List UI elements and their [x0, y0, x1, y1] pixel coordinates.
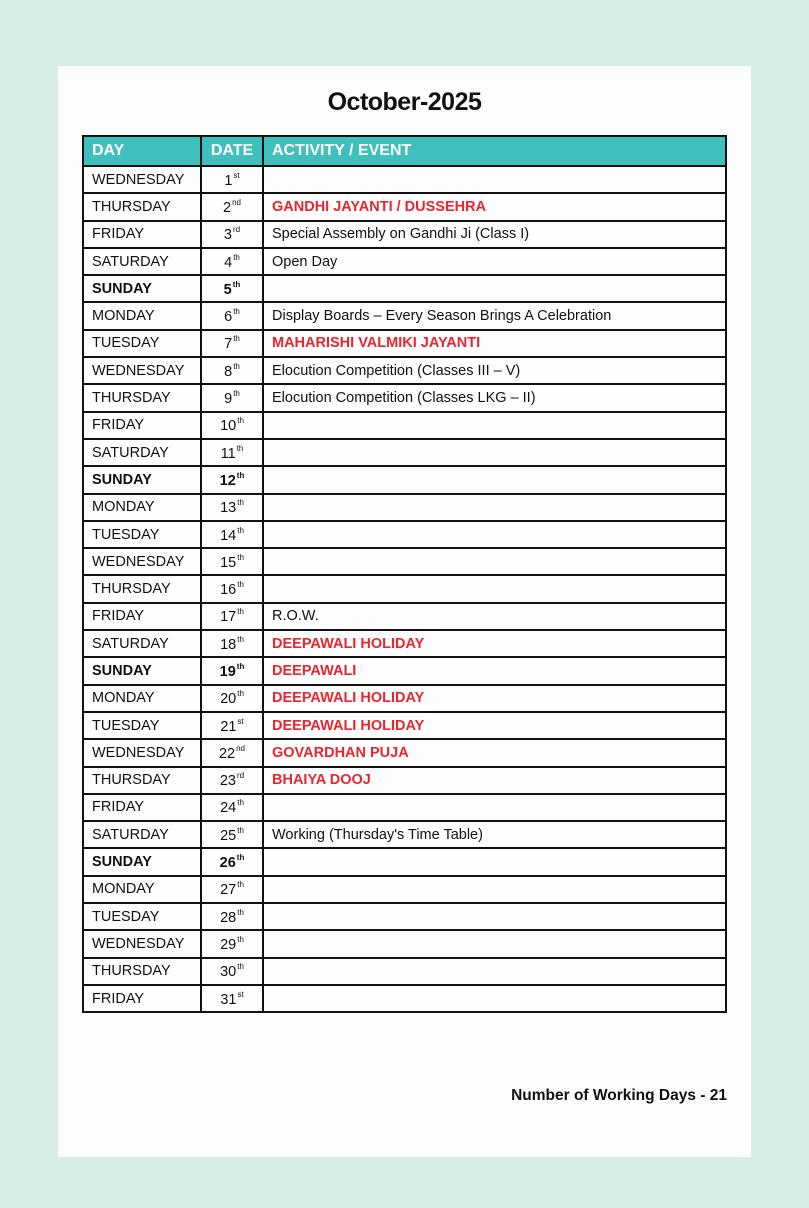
date-number: 20: [220, 691, 237, 708]
day-text: THURSDAY: [92, 390, 171, 407]
table-row: [83, 248, 726, 275]
date-suffix: th: [236, 443, 244, 453]
table-row: [83, 221, 726, 248]
event-cell: [263, 903, 726, 930]
day-text: FRIDAY: [92, 990, 145, 1007]
event-cell: Elocution Competition (Classes III – V): [263, 357, 726, 384]
date-suffix: th: [237, 498, 244, 508]
date-number: 7: [224, 336, 233, 353]
holiday-event-cell: BHAIYA DOOJ: [263, 767, 726, 794]
day-text: SUNDAY: [92, 662, 152, 679]
date-cell: [201, 466, 263, 493]
date-cell: [201, 248, 263, 275]
date-number: 21: [220, 718, 237, 735]
date-suffix: st: [237, 716, 244, 726]
date-number: 25: [220, 827, 237, 844]
day-text: TUESDAY: [92, 526, 160, 543]
day-cell: [83, 739, 201, 766]
holiday-event-cell: MAHARISHI VALMIKI JAYANTI: [263, 330, 726, 357]
date-suffix: nd: [232, 197, 241, 207]
date-cell: [201, 330, 263, 357]
date-suffix: th: [237, 934, 244, 944]
day-cell: [83, 494, 201, 521]
date-suffix: th: [237, 907, 244, 917]
event-cell: R.O.W.: [263, 603, 726, 630]
date-suffix: th: [236, 661, 245, 671]
event-cell: [263, 166, 726, 193]
date-cell: [201, 357, 263, 384]
table-row: [83, 876, 726, 903]
event-cell: Working (Thursday's Time Table): [263, 821, 726, 848]
date-number: 26: [219, 855, 236, 872]
holiday-event-cell: DEEPAWALI HOLIDAY: [263, 712, 726, 739]
date-suffix: th: [233, 252, 240, 262]
day-text: MONDAY: [92, 308, 155, 325]
date-number: 23: [219, 773, 236, 790]
table-row: [83, 193, 726, 220]
date-number: 1: [224, 172, 233, 189]
event-cell: [263, 848, 726, 875]
day-text: FRIDAY: [92, 417, 145, 434]
day-cell: [83, 193, 201, 220]
event-cell: [263, 466, 726, 493]
holiday-event-cell: DEEPAWALI HOLIDAY: [263, 630, 726, 657]
day-cell: [83, 166, 201, 193]
table-row: [83, 794, 726, 821]
day-text: TUESDAY: [92, 908, 160, 925]
date-number: 11: [220, 445, 236, 462]
date-suffix: th: [237, 416, 244, 426]
date-number: 22: [218, 745, 236, 762]
date-cell: [201, 412, 263, 439]
date-number: 6: [224, 309, 233, 326]
event-cell: [263, 575, 726, 602]
table-row: [83, 575, 726, 602]
day-text: SATURDAY: [92, 826, 169, 843]
date-number: 17: [220, 609, 237, 626]
day-text: SATURDAY: [92, 635, 169, 652]
day-cell: [83, 302, 201, 329]
date-number: 24: [220, 800, 237, 817]
date-number: 28: [220, 909, 237, 926]
calendar-table: [82, 135, 727, 1013]
date-cell: [201, 712, 263, 739]
holiday-event-cell: DEEPAWALI: [263, 657, 726, 684]
day-text: WEDNESDAY: [92, 171, 185, 188]
date-suffix: th: [237, 525, 244, 535]
date-cell: [201, 985, 263, 1012]
date-cell: [201, 794, 263, 821]
event-cell: Open Day: [263, 248, 726, 275]
date-cell: [201, 630, 263, 657]
day-cell: [83, 330, 201, 357]
date-cell: [201, 930, 263, 957]
date-cell: [201, 958, 263, 985]
day-text: WEDNESDAY: [92, 935, 185, 952]
table-row: [83, 712, 726, 739]
table-row: [83, 903, 726, 930]
table-row: [83, 848, 726, 875]
date-number: 27: [220, 882, 237, 899]
date-cell: [201, 603, 263, 630]
day-cell: [83, 630, 201, 657]
table-row: [83, 930, 726, 957]
event-cell: [263, 930, 726, 957]
date-number: 18: [220, 636, 237, 653]
event-cell: [263, 412, 726, 439]
event-cell: [263, 958, 726, 985]
date-cell: [201, 739, 263, 766]
table-row: [83, 412, 726, 439]
table-header-row: [83, 136, 726, 166]
table-row: [83, 384, 726, 411]
day-cell: [83, 384, 201, 411]
event-cell: [263, 521, 726, 548]
day-text: SUNDAY: [92, 280, 152, 297]
day-cell: [83, 248, 201, 275]
date-cell: [201, 384, 263, 411]
date-suffix: th: [233, 389, 240, 399]
day-text: FRIDAY: [92, 608, 145, 625]
calendar-page: [58, 66, 751, 1157]
date-cell: [201, 302, 263, 329]
day-text: TUESDAY: [92, 335, 160, 352]
date-suffix: th: [237, 580, 244, 590]
date-number: 8: [224, 363, 233, 380]
day-text: THURSDAY: [92, 772, 171, 789]
event-cell: [263, 494, 726, 521]
page-title: October-2025: [327, 88, 482, 116]
day-text: SUNDAY: [92, 854, 152, 871]
date-suffix: th: [232, 279, 241, 289]
day-cell: [83, 876, 201, 903]
table-row: [83, 985, 726, 1012]
date-number: 14: [220, 527, 237, 544]
date-suffix: st: [233, 170, 240, 180]
table-row: [83, 439, 726, 466]
date-suffix: th: [237, 552, 244, 562]
day-cell: [83, 821, 201, 848]
day-cell: [83, 848, 201, 875]
table-row: [83, 630, 726, 657]
date-number: 31: [220, 991, 237, 1008]
date-suffix: th: [236, 853, 245, 863]
date-number: 5: [223, 281, 232, 298]
day-cell: [83, 657, 201, 684]
date-number: 9: [224, 391, 233, 408]
table-row: [83, 767, 726, 794]
day-cell: [83, 930, 201, 957]
date-suffix: rd: [232, 225, 241, 235]
date-cell: [201, 221, 263, 248]
table-row: [83, 821, 726, 848]
date-suffix: rd: [237, 771, 245, 781]
day-text: MONDAY: [92, 881, 155, 898]
day-cell: [83, 357, 201, 384]
table-row: [83, 494, 726, 521]
date-cell: [201, 275, 263, 302]
day-text: SATURDAY: [92, 444, 169, 461]
day-cell: [83, 767, 201, 794]
day-text: MONDAY: [92, 499, 155, 516]
day-text: FRIDAY: [92, 226, 145, 243]
table-row: [83, 302, 726, 329]
date-number: 10: [220, 418, 237, 435]
header-date: DATE: [201, 136, 263, 166]
event-cell: [263, 548, 726, 575]
table-row: [83, 548, 726, 575]
date-number: 15: [220, 554, 237, 571]
day-text: THURSDAY: [92, 198, 171, 215]
date-number: 30: [220, 964, 237, 981]
table-row: [83, 330, 726, 357]
date-number: 16: [220, 582, 237, 599]
day-text: MONDAY: [92, 690, 155, 707]
date-number: 13: [220, 500, 237, 517]
date-suffix: th: [237, 880, 244, 890]
date-suffix: th: [233, 334, 240, 344]
holiday-event-cell: DEEPAWALI HOLIDAY: [263, 685, 726, 712]
event-cell: [263, 876, 726, 903]
day-cell: [83, 685, 201, 712]
date-cell: [201, 193, 263, 220]
day-cell: [83, 412, 201, 439]
date-cell: [201, 821, 263, 848]
table-row: [83, 166, 726, 193]
table-row: [83, 357, 726, 384]
date-cell: [201, 521, 263, 548]
day-cell: [83, 466, 201, 493]
day-text: THURSDAY: [92, 581, 171, 598]
day-cell: [83, 275, 201, 302]
event-cell: [263, 275, 726, 302]
date-cell: [201, 685, 263, 712]
day-cell: [83, 958, 201, 985]
day-text: WEDNESDAY: [92, 553, 185, 570]
event-cell: Elocution Competition (Classes LKG – II): [263, 384, 726, 411]
date-suffix: th: [237, 607, 244, 617]
table-row: [83, 275, 726, 302]
table-row: [83, 958, 726, 985]
table-row: [83, 521, 726, 548]
date-cell: [201, 548, 263, 575]
day-cell: [83, 521, 201, 548]
event-cell: [263, 985, 726, 1012]
table-row: [83, 739, 726, 766]
holiday-event-cell: GANDHI JAYANTI / DUSSEHRA: [263, 193, 726, 220]
table-row: [83, 685, 726, 712]
event-cell: [263, 794, 726, 821]
day-cell: [83, 575, 201, 602]
date-cell: [201, 575, 263, 602]
date-suffix: th: [237, 962, 244, 972]
date-cell: [201, 848, 263, 875]
day-cell: [83, 221, 201, 248]
day-text: TUESDAY: [92, 717, 160, 734]
date-suffix: nd: [236, 743, 246, 753]
date-suffix: th: [237, 689, 244, 699]
date-cell: [201, 166, 263, 193]
day-cell: [83, 903, 201, 930]
table-row: [83, 657, 726, 684]
working-days-count: Number of Working Days - 21: [511, 1087, 727, 1104]
day-cell: [83, 794, 201, 821]
date-cell: [201, 657, 263, 684]
day-text: FRIDAY: [92, 799, 145, 816]
event-cell: [263, 439, 726, 466]
day-text: THURSDAY: [92, 963, 171, 980]
date-number: 4: [224, 254, 233, 271]
day-cell: [83, 548, 201, 575]
date-cell: [201, 767, 263, 794]
event-cell: Special Assembly on Gandhi Ji (Class I): [263, 221, 726, 248]
date-suffix: th: [237, 798, 244, 808]
date-cell: [201, 876, 263, 903]
date-number: 12: [219, 472, 236, 489]
header-day: DAY: [83, 136, 201, 166]
table-row: [83, 603, 726, 630]
date-cell: [201, 903, 263, 930]
date-cell: [201, 494, 263, 521]
date-number: 3: [223, 227, 232, 244]
date-number: 19: [219, 663, 236, 680]
event-cell: Display Boards – Every Season Brings A Celebration: [263, 302, 726, 329]
date-suffix: th: [237, 634, 244, 644]
date-suffix: th: [237, 825, 244, 835]
date-number: 29: [220, 936, 237, 953]
day-cell: [83, 712, 201, 739]
holiday-event-cell: GOVARDHAN PUJA: [263, 739, 726, 766]
day-text: SATURDAY: [92, 253, 169, 270]
day-cell: [83, 985, 201, 1012]
date-suffix: th: [236, 470, 245, 480]
day-text: WEDNESDAY: [92, 744, 185, 761]
day-cell: [83, 439, 201, 466]
day-cell: [83, 603, 201, 630]
date-suffix: st: [237, 989, 244, 999]
date-suffix: th: [233, 307, 240, 317]
table-row: [83, 466, 726, 493]
date-suffix: th: [233, 361, 240, 371]
header-event: ACTIVITY / EVENT: [263, 136, 726, 166]
day-text: WEDNESDAY: [92, 362, 185, 379]
date-number: 2: [223, 199, 232, 216]
date-cell: [201, 439, 263, 466]
day-text: SUNDAY: [92, 471, 152, 488]
